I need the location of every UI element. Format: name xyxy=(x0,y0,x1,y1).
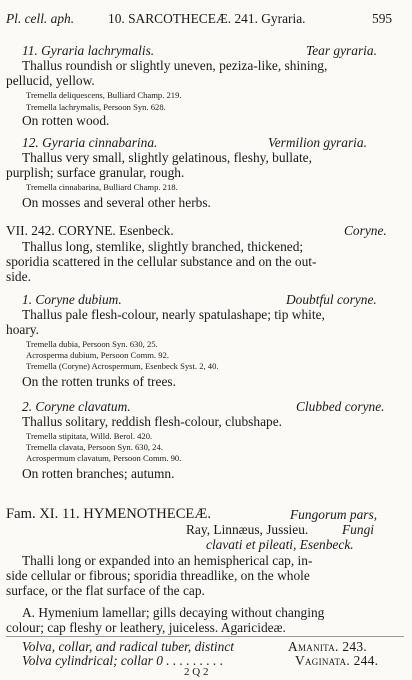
synonym-line: Tremella dubia, Persoon Syn. 630, 25. xyxy=(26,339,158,349)
species-title: 11. Gyraria lachrymalis. xyxy=(22,43,155,58)
habitat-line: On mosses and several other herbs. xyxy=(22,195,211,210)
genus-heading: VII. 242. CORYNE. Esenbeck. xyxy=(6,223,174,238)
section-heading: colour; cap fleshy or leathery, juiceless. Agaricideæ. xyxy=(6,620,286,635)
description-line: side cellular or fibrous; sporidia threadlike, on the whole xyxy=(6,568,310,583)
synonym-line: Tremella (Coryne) Acrospermum, Esenbeck Syst. 2, 40. xyxy=(26,361,219,371)
synonym-line: Acrosperma dubium, Persoon Comm. 92. xyxy=(26,350,169,360)
family-synonym: Fungi xyxy=(342,522,374,537)
section-heading: A. Hymenium lamellar; gills decaying without changing xyxy=(22,605,325,620)
description-line: Thallus very small, slightly gelatinous, fleshy, bullate, xyxy=(22,150,312,165)
description-line: Thalli long or expanded into an hemispherical cap, in- xyxy=(22,553,313,568)
habitat-line: On rotten branches; autumn. xyxy=(22,466,175,481)
common-name: Clubbed coryne. xyxy=(296,399,385,414)
habitat-line: On the rotten trunks of trees. xyxy=(22,374,176,389)
family-synonym: clavati et pileati, Esenbeck. xyxy=(206,537,354,552)
description-line: surface, or the flat surface of the cap. xyxy=(6,583,205,598)
synonym-line: Tremella stipitata, Willd. Berol. 420. xyxy=(26,431,153,441)
description-line: Thallus solitary, reddish flesh-colour, clubshape. xyxy=(22,414,283,429)
synonym-line: Tremella cinnabarina, Bulliard Champ. 218. xyxy=(26,182,178,192)
family-synonym: Fungorum pars, xyxy=(290,507,378,522)
signature-mark: 2 Q 2 xyxy=(184,666,209,678)
description-line: Thallus pale flesh-colour, nearly spatulashape; tip white, xyxy=(22,307,325,322)
common-name: Tear gyraria. xyxy=(306,43,377,58)
family-heading: Fam. XI. 11. HYMENOTHECEÆ. xyxy=(6,506,211,522)
description-line: Thallus roundish or slightly uneven, peziza-like, shining, xyxy=(22,58,328,73)
running-head-center: 10. SARCOTHECEÆ. 241. Gyraria. xyxy=(108,11,306,26)
family-synonym: Ray, Linnæus, Jussieu. xyxy=(186,522,309,537)
divider xyxy=(6,636,404,637)
description-line: Thallus long, stemlike, slightly branched, thickened; xyxy=(22,239,304,254)
synonym-line: Tremella deliquescens, Bulliard Champ. 219. xyxy=(26,90,182,100)
description-line: purplish; surface granular, rough. xyxy=(6,165,185,180)
synonym-line: Acrospermum clavatum, Persoon Comm. 90. xyxy=(26,453,182,463)
common-name: Vermilion gyraria. xyxy=(268,135,367,150)
synonym-line: Tremella clavata, Persoon Syn. 630, 24. xyxy=(26,442,163,452)
description-line: sporidia scattered in the cellular substance and on the out- xyxy=(6,254,317,269)
species-title: 1. Coryne dubium. xyxy=(22,292,122,307)
species-title: 12. Gyraria cinnabarina. xyxy=(22,135,158,150)
habitat-line: On rotten wood. xyxy=(22,113,110,128)
page-number: 595 xyxy=(372,11,393,26)
description-line: side. xyxy=(6,269,31,284)
common-name: Doubtful coryne. xyxy=(286,292,377,307)
synonym-line: Tremella lachrymalis, Persoon Syn. 628. xyxy=(26,102,166,112)
key-line: Volva cylindrical; collar 0 . . . . . . . . . xyxy=(22,653,224,668)
common-name: Coryne. xyxy=(344,223,387,238)
running-head-left: Pl. cell. aph. xyxy=(6,11,75,26)
key-genus: Amanita. 243. xyxy=(288,639,367,654)
description-line: hoary. xyxy=(6,322,39,337)
key-genus: Vaginata. 244. xyxy=(295,653,379,668)
key-line: Volva, collar, and radical tuber, distinct xyxy=(22,639,235,654)
species-title: 2. Coryne clavatum. xyxy=(22,399,131,414)
description-line: pellucid, yellow. xyxy=(6,73,95,88)
